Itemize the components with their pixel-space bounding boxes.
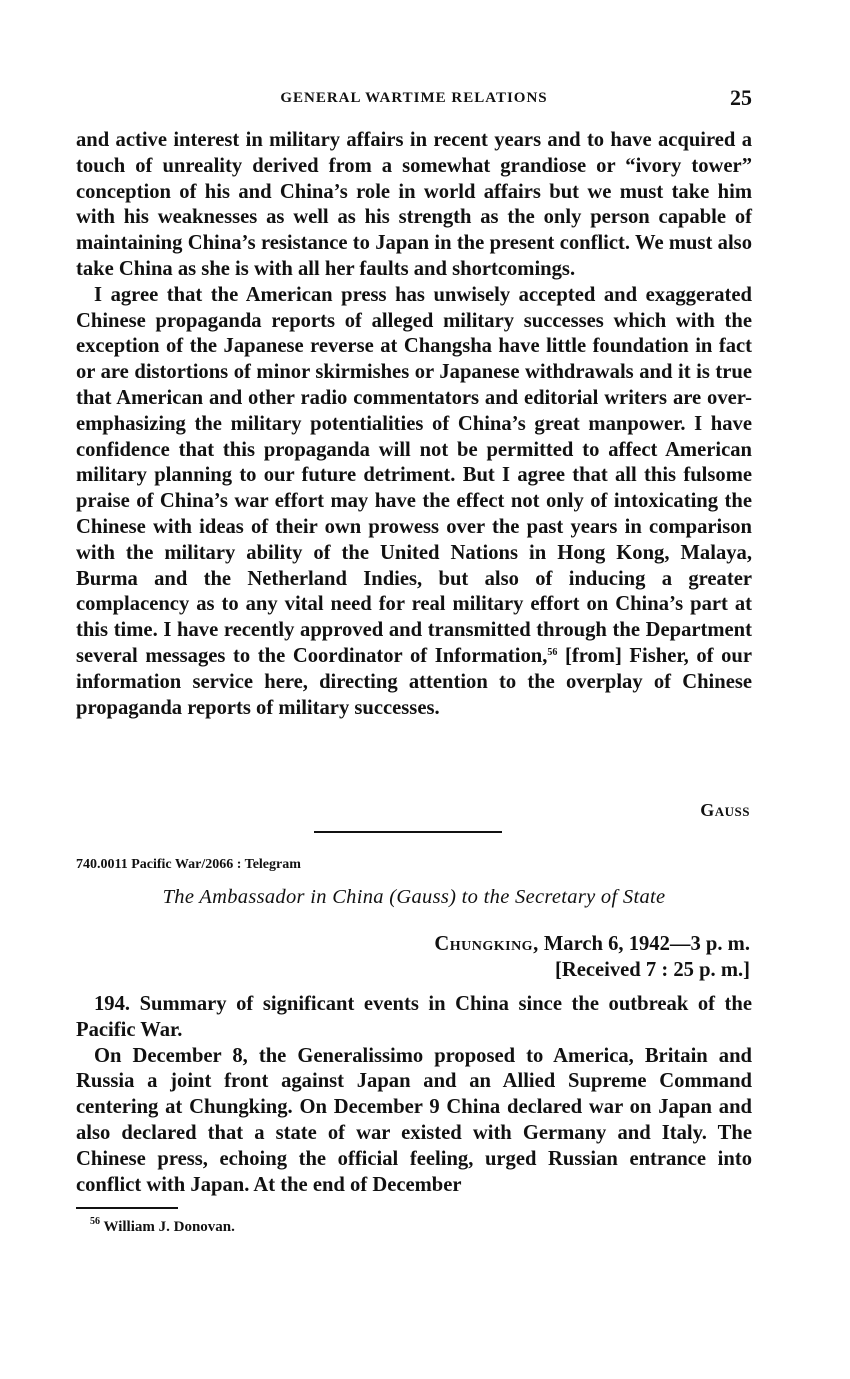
dateline [434, 932, 750, 984]
dateline-place: Chungking, [434, 933, 539, 955]
received-time: [Received 7 : 25 p. m.] [554, 958, 750, 981]
paragraph: and active interest in military affairs in recent years and to have acquired a touch of unreality derived from a somewhat grandiose or “ivory tower” conception of his and China’s role in world affairs but we must take him with his weaknesses as well as his strength as the only person capable of maintaining China’s resistance to Japan in the present conflict. We must also take China as she is with all her faults and shortcomings. [76, 129, 752, 280]
footnote-marker: 56 [90, 1216, 100, 1227]
paragraph: On December 8, the Generalissimo proposed to America, Britain and Russia a joint front against Japan and an Allied Supreme Command centering at Chungking. On December 9 China declared war on Japan and also declared that a state of war existed with Germany and Italy. The Chinese press, echoing the official feeling, urged Russian entrance into conflict with Japan. At the end of December [76, 1044, 752, 1196]
paragraph-text: [from] Fisher, of our information service here, directing attention to the overplay of Chinese propaganda reports of military successes. [76, 644, 752, 719]
page-number: 25 [730, 85, 752, 110]
running-title: GENERAL WARTIME RELATIONS [280, 90, 548, 106]
document-2-body [76, 992, 752, 1198]
paragraph-text: I agree that the American press has unwisely accepted and exaggerated Chinese propaganda reports of alleged military successes which with the exception of the Japanese reverse at Changsha have little foundation in fact or are distortions of minor skirmishes or Japanese withdrawals and it is true that American and other radio commentators and editorial writers are over-emphasizing the military potentialities of China’s great manpower. I have confidence that this propaganda will not be permitted to affect American military planning to our future detriment. But I agree that all this fulsome praise of China’s war effort may have the effect not only of intoxicating the Chinese with ideas of their own prowess over the past years in comparison with the military ability of the United Nations in Hong Kong, Malaya, Burma and the Netherland Indies, but also of inducing a greater complacency as to any vital need for real military effort on China’s part at this time. I have recently approved and transmitted through the Department several messages to the Coordinator of Information, [76, 283, 752, 667]
footnote-reference: 56 [547, 646, 558, 658]
document-1-body [76, 128, 752, 721]
paragraph [76, 283, 752, 722]
footnote-divider [76, 1207, 178, 1209]
footnote [90, 1216, 235, 1236]
paragraph: 194. Summary of significant events in China since the outbreak of the Pacific War. [76, 993, 752, 1041]
footnote-text: William J. Donovan. [100, 1219, 235, 1235]
file-reference: 740.0011 Pacific War/2066 : Telegram [76, 857, 301, 872]
document-title: The Ambassador in China (Gauss) to the Secretary of State [162, 886, 666, 908]
dateline-date: March 6, 1942—3 p. m. [538, 933, 750, 955]
signature: Gauss [700, 800, 750, 820]
dateline-line [434, 932, 750, 958]
section-divider [314, 831, 502, 833]
running-head [76, 85, 752, 112]
